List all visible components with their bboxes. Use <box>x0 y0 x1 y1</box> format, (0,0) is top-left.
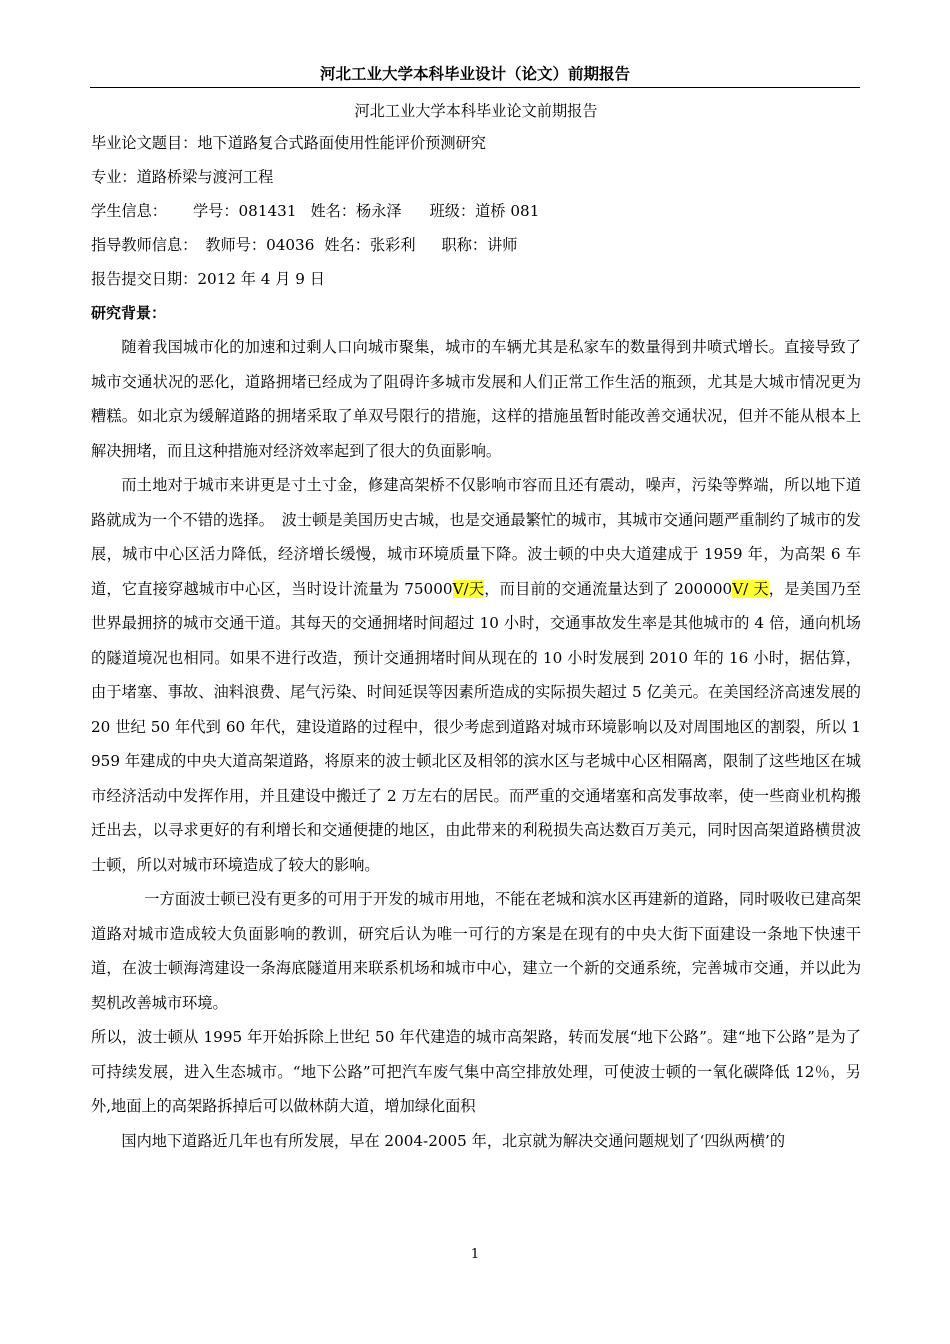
student-info-label: 学生信息： <box>91 202 167 220</box>
paragraph-5: 国内地下道路近几年也有所发展，早在 2004-2005 年，北京就为解决交通问题规划了‘四纵两横’的 <box>121 1131 786 1150</box>
student-class: 班级：道桥 081 <box>429 202 540 220</box>
paragraph-2 <box>91 468 861 882</box>
highlight-unit-1: V/天 <box>452 579 485 598</box>
advisor-title: 职称：讲师 <box>441 236 518 254</box>
document-body <box>91 96 861 1158</box>
document-title: 河北工业大学本科毕业论文前期报告 <box>354 102 598 120</box>
thesis-title: 毕业论文题目：地下道路复合式路面使用性能评价预测研究 <box>91 134 486 152</box>
advisor-name: 姓名：张彩利 <box>324 236 416 254</box>
paragraph-2-part-c: ，是美国乃至世界最拥挤的城市交通干道。其每天的交通拥堵时间超过 10 小时，交通事故发生率是其他城市的 4 倍，通向机场的隧道境况也相同。如果不进行改造，预计交通拥堵时间从现在的 10 小时发展到 2010 年的 16 小时，据估算，由于堵塞、事故、油料浪费、尾气污染、时间延误等因素所造成的实际损失超过 5 亿美元。在美国经济高速发展的 20 世纪 50 年代到 60 年代，建设道路的过程中，很少考虑到道路对城市环境影响以及对周围地区的割裂，所以 1959 年建成的中央大道高架道路，将原来的波士顿北区及相邻的滨水区与老城中心区相隔离，限制了这些地区在城市经济活动中发挥作用，并且建设中搬迁了 2 万左右的居民。而严重的交通堵塞和高发事故率，使一些商业机构搬迁出去，以寻求更好的有利增长和交通便捷的地区，由此带来的利税损失高达数百万美元，同时因高架道路横贯波士顿，所以对城市环境造成了较大的影响。 <box>91 579 861 874</box>
student-id: 学号：081431 <box>192 202 297 220</box>
paragraph-2-part-b: ，而目前的交通流量达到了 200000 <box>484 579 733 598</box>
paragraph-3: 一方面波士顿已没有更多的可用于开发的城市用地，不能在老城和滨水区再建新的道路，同时吸收已建高架道路对城市造成较大负面影响的教训，研究后认为唯一可行的方案是在现有的中央大街下面建设一条地下快速干道，在波士顿海湾建设一条海底隧道用来联系机场和城市中心，建立一个新的交通系统，完善城市交通，并以此为契机改善城市环境。 <box>91 890 861 1012</box>
major: 专业：道路桥梁与渡河工程 <box>91 168 274 186</box>
page-number: 1 <box>470 1247 480 1262</box>
submit-date: 报告提交日期：2012 年 4 月 9 日 <box>91 270 325 288</box>
paragraph-4: 所以，波士顿从 1995 年开始拆除上世纪 50 年代建造的城市高架路，转而发展“地下公路”。建“地下公路”是为了可持续发展，进入生态城市。“地下公路”可把汽车废气集中高空排放处理，可使波士顿的一氧化碳降低 12％，另外,地面上的高架路拆掉后可以做林荫大道，增加绿化面积 <box>91 1028 861 1115</box>
paragraph-2-part-a: 而土地对于城市来讲更是寸土寸金，修建高架桥不仅影响市容而且还有震动，噪声，污染等弊端，所以地下道路就成为一个不错的选择。 波士顿是美国历史古城，也是交通最繁忙的城市，其城市交通问题严重制约了城市的发展，城市中心区活力降低，经济增长缓慢，城市环境质量下降。波士顿的中央大道建成于 1959 年，为高架 6 车道，它直接穿越城市中心区，当时设计流量为 75000 <box>91 476 861 598</box>
student-info <box>91 194 861 228</box>
advisor-info-label: 指导教师信息： <box>91 236 198 254</box>
page-header: 河北工业大学本科毕业设计（论文）前期报告 <box>90 62 860 88</box>
advisor-id: 教师号：04036 <box>205 236 315 254</box>
advisor-info <box>91 228 861 262</box>
paragraph-1: 随着我国城市化的加速和过剩人口向城市聚集，城市的车辆尤其是私家车的数量得到井喷式增长。直接导致了城市交通状况的恶化，道路拥堵已经成为了阻碍许多城市发展和人们正常工作生活的瓶颈，尤其是大城市情况更为糟糕。如北京为缓解道路的拥堵采取了单双号限行的措施，这样的措施虽暂时能改善交通状况，但并不能从根本上解决拥堵，而且这种措施对经济效率起到了很大的负面影响。 <box>91 338 861 460</box>
highlight-unit-2: V/ 天 <box>732 579 769 598</box>
section-heading: 研究背景： <box>91 304 167 322</box>
student-name: 姓名：杨永泽 <box>310 202 402 220</box>
